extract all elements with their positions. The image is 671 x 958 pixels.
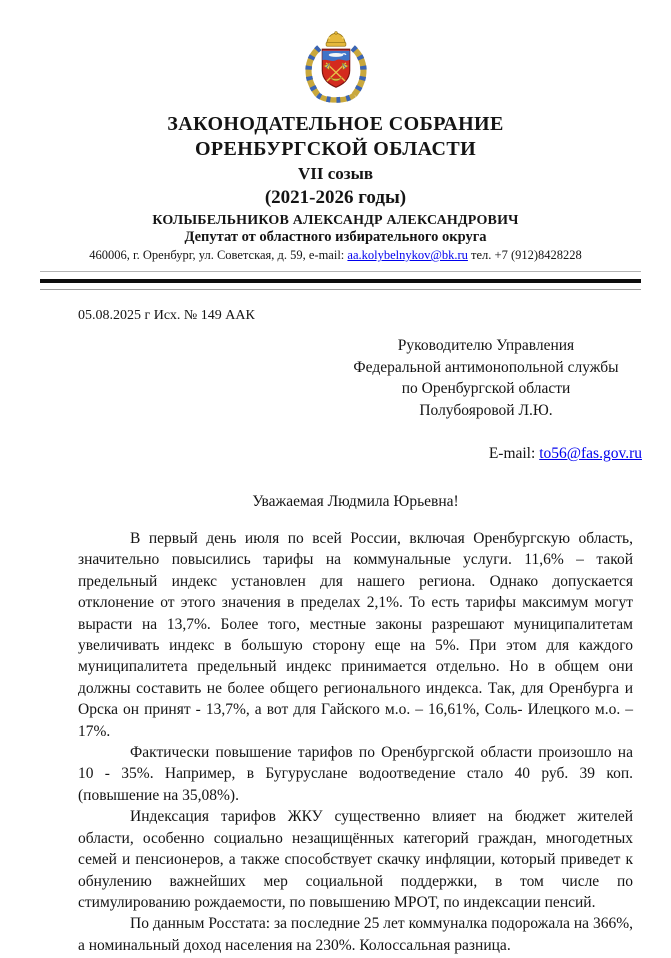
recipient-email-line (0, 443, 642, 464)
organization-name-line1: ЗАКОНОДАТЕЛЬНОЕ СОБРАНИЕ (167, 113, 504, 135)
separator-thin-line-bottom (40, 289, 641, 290)
salutation: Уважаемая Людмила Юрьевна! (252, 493, 459, 510)
body-paragraph: По данным Росстата: за последние 25 лет коммуналка подорожала на 366%, а номинальный доход населения на 230%. Колоссальная разница. (78, 915, 633, 954)
recipient-line: Полубояровой Л.Ю. (419, 401, 553, 419)
sender-email-link[interactable]: aa.kolybelnykov@bk.ru (347, 248, 468, 262)
contact-address-line (0, 247, 671, 263)
recipient-block (330, 335, 642, 421)
orenburg-coat-of-arms-icon (298, 31, 374, 107)
convocation-line: VII созыв (297, 164, 374, 183)
deputy-title: Депутат от областного избирательного округа (184, 229, 487, 245)
body-paragraph: Фактически повышение тарифов по Оренбургской области произошло на 10 - 35%. Например, в Бугуруслане водоотведение стало 40 руб. 39 коп. (повышение на 35,08%). (78, 744, 633, 804)
recipient-line: Руководителю Управления (397, 337, 575, 354)
convocation-years: (2021-2026 годы) (264, 187, 407, 208)
separator-thick-line (40, 279, 641, 283)
recipient-line: Федеральной антимонопольной службы (353, 358, 619, 376)
outgoing-reference-line: 05.08.2025 г Исх. № 149 ААК (78, 308, 255, 323)
recipient-line: по Оренбургской области (401, 380, 571, 397)
address-prefix: 460006, г. Оренбург, ул. Советская, д. 59, e-mail: (89, 248, 348, 262)
body-paragraph: В первый день июля по всей России, включая Оренбургскую область, значительно повысились тарифы на коммунальные услуги. 11,6% – такой предельный индекс установлен для нашего региона. Однако допускается отклонение от этого значения в пределах 2,1%. То есть тарифы максимум могут вырасти на 13,7%. Более того, местные законы разрешают муниципалитетам увеличивать индекс в большую сторону еще на 5%. При этом для каждого муниципалитета предельный индекс принимается отдельно. Но в общем они должны составить не более общего регионального индекса. Так, для Оренбурга и Орска он принят - 13,7%, а вот для Гайского м.о. – 16,61%, Соль- Илецкого м.о. – 17%. (78, 530, 633, 740)
recipient-email-link[interactable]: to56@fas.gov.ru (539, 445, 642, 462)
body-paragraph: Индексация тарифов ЖКУ существенно влияет на бюджет жителей области, особенно социально незащищённых категорий граждан, многодетных семей и пенсионеров, а также способствует скачку инфляции, который приведет к обнулению важнейших мер социальной поддержки, в том числе по стимулированию рождаемости, по повышению МРОТ, по индексации пенсий. (78, 808, 633, 911)
address-suffix: тел. +7 (912)8428228 (467, 248, 582, 262)
separator-thin-line-top (40, 271, 641, 272)
organization-name-line2: ОРЕНБУРГСКОЙ ОБЛАСТИ (194, 138, 477, 160)
letter-body (78, 528, 633, 956)
deputy-name: КОЛЫБЕЛЬНИКОВ АЛЕКСАНДР АЛЕКСАНДРОВИЧ (152, 213, 519, 228)
email-label: E-mail: (488, 445, 540, 462)
letterhead-separator (40, 271, 641, 290)
letterhead (0, 31, 671, 263)
